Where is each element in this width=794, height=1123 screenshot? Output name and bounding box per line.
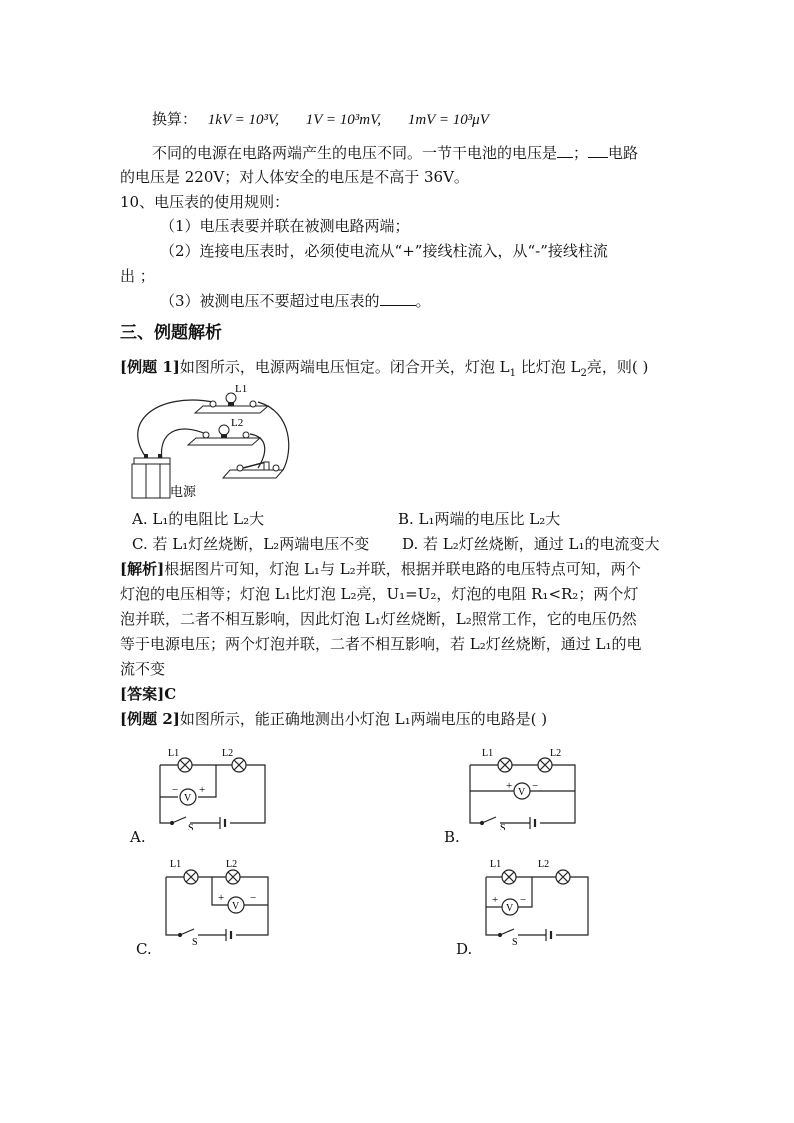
svg-text:+: +	[218, 892, 225, 904]
conversion-label: 换算：	[152, 110, 198, 128]
circuit-d-letter: D.	[456, 940, 473, 958]
svg-text:L2: L2	[226, 859, 238, 870]
svg-text:−: −	[532, 780, 539, 792]
item10-rule2-line2: 出 ；	[120, 267, 155, 285]
option-b: B. L₁两端的电压比 L₂大	[398, 510, 561, 528]
analysis-line2: 灯泡的电压相等；灯泡 L₁比灯泡 L₂亮，U₁=U₂，灯泡的电阻 R₁<R₂；两个灯	[120, 585, 639, 603]
figure-label-l1: L1	[235, 383, 248, 395]
lamp-l1-board	[195, 383, 268, 413]
svg-text:L1: L1	[168, 748, 180, 759]
example1-question: [例题 1]如图所示，电源两端电压恒定。闭合开关，灯泡 $L_1$ 比灯泡 $L_2$亮，则( )	[120, 358, 649, 379]
circuit-b	[460, 745, 585, 830]
svg-text:V: V	[184, 793, 192, 804]
figure-label-l2: L2	[231, 417, 244, 429]
svg-text:+: +	[492, 894, 499, 906]
analysis-line3: 泡并联，二者不相互影响，因此灯泡 L₁灯丝烧断，L₂照常工作，它的电压仍然	[120, 610, 637, 628]
battery-icon	[132, 454, 170, 498]
section-heading: 三、例题解析	[120, 323, 222, 343]
item10-rule1: （1）电压表要并联在被测电路两端；	[160, 217, 410, 235]
circuit-d	[476, 855, 596, 945]
conversion-eq1: 1kV = 10³V,	[207, 112, 279, 128]
svg-text:−: −	[172, 784, 179, 796]
voltage-para-line2: 的电压是 220V；对人体安全的电压是不高于 36V。	[120, 168, 469, 186]
conversion-line	[152, 108, 489, 129]
voltage-para-line1: 不同的电源在电路两端产生的电压不同。一节干电池的电压是 ； 电路	[152, 144, 639, 162]
blank	[557, 143, 573, 158]
svg-text:V: V	[518, 787, 526, 798]
svg-text:S: S	[192, 937, 198, 945]
svg-text:−: −	[520, 894, 527, 906]
svg-text:S: S	[188, 823, 194, 830]
svg-text:S: S	[512, 937, 518, 945]
item10-title: 10、电压表的使用规则：	[120, 193, 290, 211]
answer: [答案]C	[120, 685, 177, 703]
figure-label-power: 电源	[170, 484, 197, 499]
svg-text:V: V	[232, 901, 240, 912]
blank	[380, 291, 416, 306]
circuit-a-letter: A.	[130, 828, 146, 846]
svg-text:L1: L1	[482, 748, 494, 759]
item10-rule2-line1: （2）连接电压表时，必须使电流从“+”接线柱流入，从“-”接线柱流	[160, 242, 608, 260]
option-a: A. L₁的电阻比 L₂大	[132, 510, 265, 528]
example2-question: [例题 2]如图所示，能正确地测出小灯泡 L₁两端电压的电路是( )	[120, 710, 548, 728]
blank	[588, 143, 608, 158]
example1-circuit-figure	[118, 382, 298, 504]
svg-text:L1: L1	[170, 859, 182, 870]
svg-text:−: −	[250, 892, 257, 904]
bulb-icon	[219, 425, 229, 435]
circuit-c-letter: C.	[136, 940, 152, 958]
svg-text:L2: L2	[550, 748, 562, 759]
analysis-line5: 流不变	[120, 660, 166, 678]
analysis-line1: [解析]根据图片可知，灯泡 L₁与 L₂并联，根据并联电路的电压特点可知，两个	[120, 560, 641, 578]
svg-text:S: S	[500, 823, 506, 830]
svg-text:L1: L1	[490, 859, 502, 870]
conversion-eq2: 1V = 10³mV,	[305, 112, 382, 128]
analysis-line4: 等于电源电压；两个灯泡并联，二者不相互影响，若 L₂灯丝烧断，通过 L₁的电	[120, 635, 642, 653]
option-d: D. 若 L₂灯丝烧断，通过 L₁的电流变大	[402, 535, 660, 553]
option-c: C. 若 L₁灯丝烧断，L₂两端电压不变	[132, 535, 370, 553]
item10-rule3: （3）被测电压不要超过电压表的 。	[160, 292, 431, 310]
svg-text:L2: L2	[222, 748, 234, 759]
switch-board	[223, 462, 283, 478]
circuit-c	[156, 855, 276, 945]
svg-text:V: V	[506, 903, 514, 914]
svg-text:L2: L2	[538, 859, 550, 870]
svg-text:+: +	[199, 784, 206, 796]
conversion-eq3: 1mV = 10³μV	[407, 112, 489, 128]
svg-text:+: +	[506, 780, 513, 792]
circuit-b-letter: B.	[444, 828, 460, 846]
circuit-a	[150, 745, 275, 830]
